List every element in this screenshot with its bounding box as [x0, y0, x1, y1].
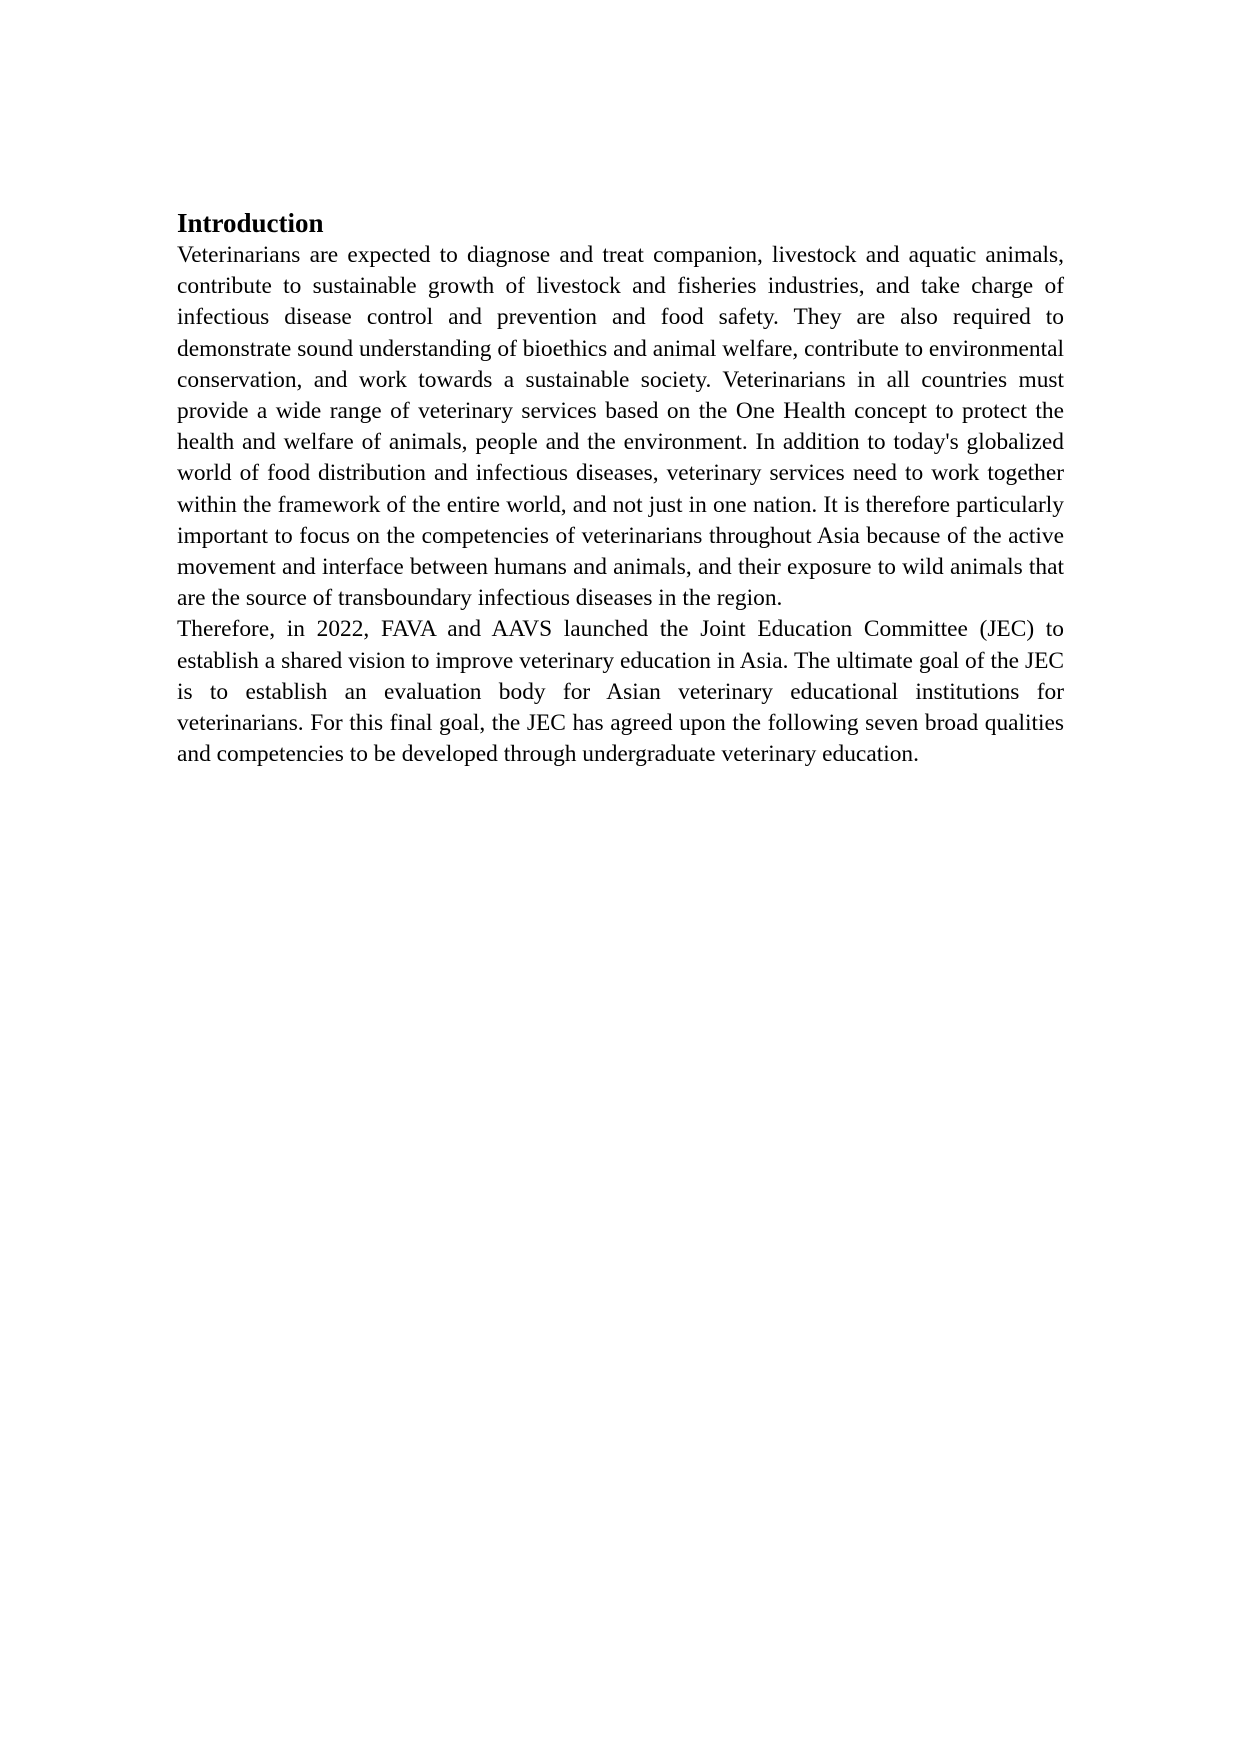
page-content: [177, 206, 1064, 770]
section-heading: Introduction: [177, 208, 324, 238]
intro-paragraph-2: Therefore, in 2022, FAVA and AAVS launched the Joint Education Committee (JEC) to establish a shared vision to improve veterinary education in Asia. The ultimate goal of the JEC is to establish an evaluation body for Asian veterinary educational institutions for veterinarians. For this final goal, the JEC has agreed upon the following seven broad qualities and competencies to be developed through undergraduate veterinary education.: [177, 616, 1064, 768]
intro-paragraph-1: Veterinarians are expected to diagnose and treat companion, livestock and aquatic animals, contribute to sustainable growth of livestock and fisheries industries, and take charge of infectious disease control and prevention and food safety. They are also required to demonstrate sound understanding of bioethics and animal welfare, contribute to environmental conservation, and work towards a sustainable society. Veterinarians in all countries must provide a wide range of veterinary services based on the One Health concept to protect the health and welfare of animals, people and the environment. In addition to today's globalized world of food distribution and infectious diseases, veterinary services need to work together within the framework of the entire world, and not just in one nation. It is therefore particularly important to focus on the competencies of veterinarians throughout Asia because of the active movement and interface between humans and animals, and their exposure to wild animals that are the source of transboundary infectious diseases in the region.: [177, 242, 1064, 612]
